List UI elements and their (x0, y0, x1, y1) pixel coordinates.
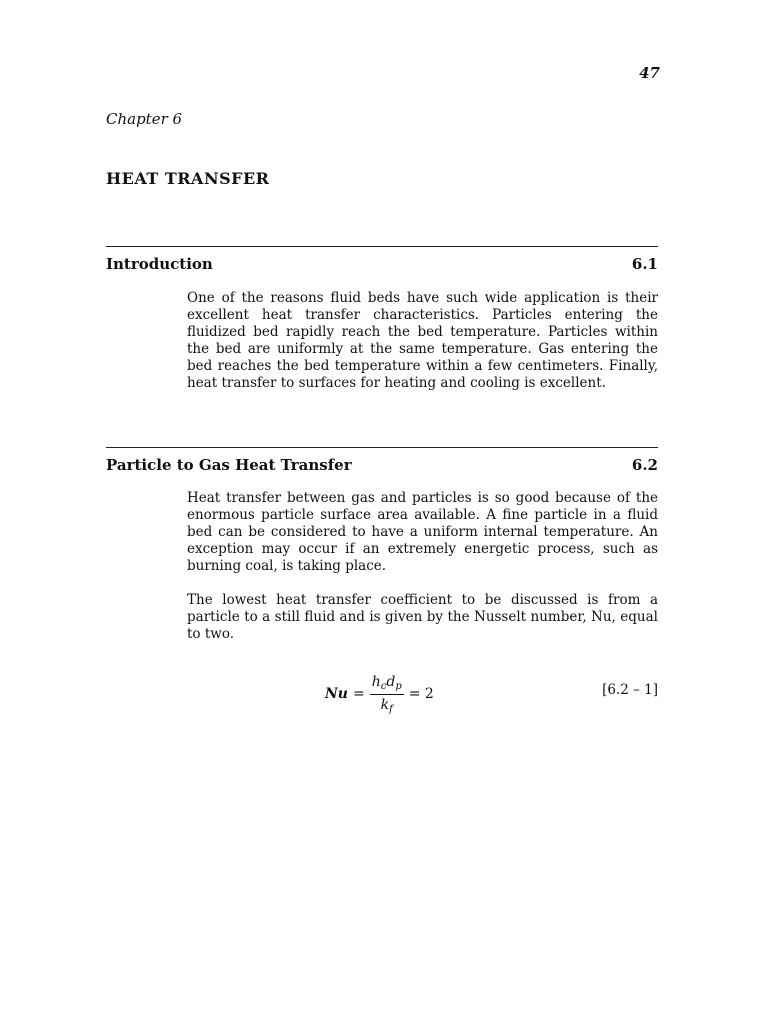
fraction-numerator: $h_cd_p$ (370, 674, 404, 695)
section-number: 6.1 (631, 255, 658, 273)
equation-nusselt (187, 670, 658, 730)
equation-lhs: Nu (325, 686, 348, 702)
section-body-particle-to-gas (187, 490, 658, 660)
section-title: Introduction (106, 255, 213, 273)
section-rule-6-2 (106, 447, 658, 448)
chapter-label: Chapter 6 (106, 110, 183, 128)
section-heading-particle-to-gas (106, 456, 658, 474)
equation-number: [6.2 – 1] (602, 682, 658, 698)
equation-fraction (370, 674, 404, 715)
chapter-title: HEAT TRANSFER (106, 169, 270, 188)
paragraph: Heat transfer between gas and particles is so good because of the enormous particle surface area available. A fine particle in a fluid bed can be considered to have a uniform internal temperature. An exception may occur if an extremely energetic process, such as burning coal, is taking place. (187, 490, 658, 574)
equation-formula (325, 670, 439, 718)
section-title: Particle to Gas Heat Transfer (106, 456, 352, 474)
equation-equals: = (352, 686, 365, 702)
section-heading-introduction (106, 255, 658, 273)
paragraph: One of the reasons fluid beds have such wide application is their excellent heat transfer characteristics. Particles entering the fluidized bed rapidly reach the bed temperature. Particles within the bed are uniformly at the same temperature. Gas entering the bed reaches the bed temperature within a few centimeters. Finally, heat transfer to surfaces for heating and cooling is excellent. (187, 290, 658, 391)
section-body-introduction (187, 290, 658, 409)
equation-rhs: = 2 (408, 686, 434, 702)
section-number: 6.2 (631, 456, 658, 474)
page-number: 47 (639, 64, 660, 82)
paragraph: The lowest heat transfer coefficient to be discussed is from a particle to a still fluid and is given by the Nusselt number, Nu, equal to two. (187, 592, 658, 642)
fraction-denominator: $k_f$ (380, 696, 393, 715)
section-rule-6-1 (106, 246, 658, 247)
